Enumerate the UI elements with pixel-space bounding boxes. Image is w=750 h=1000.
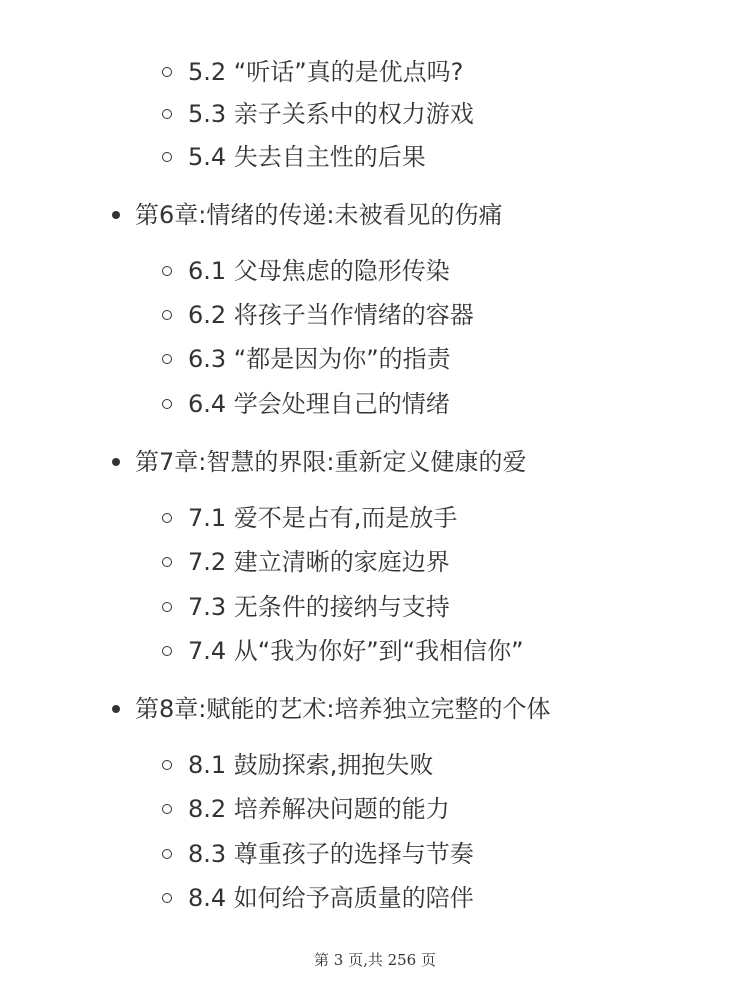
toc-chapter-7[interactable]: [0, 440, 750, 484]
toc-item-7-1[interactable]: [0, 496, 750, 540]
toc-item-label: 7.3 无条件的接纳与支持: [188, 593, 450, 621]
page-number-footer: 第 3 页,共 256 页: [313, 951, 436, 969]
toc-chapter-label: 第8章:赋能的艺术:培养独立完整的个体: [135, 695, 551, 723]
hollow-circle-bullet-icon: [162, 266, 172, 276]
toc-item-label: 8.1 鼓励探索,拥抱失败: [188, 751, 434, 779]
toc-item-label: 5.3 亲子关系中的权力游戏: [188, 100, 474, 128]
toc-item-label: 7.4 从“我为你好”到“我相信你”: [188, 637, 524, 665]
toc-item-label: 5.2 “听话”真的是优点吗?: [188, 58, 464, 86]
toc-item-5-3[interactable]: [0, 92, 750, 136]
hollow-circle-bullet-icon: [162, 804, 172, 814]
toc-item-7-2[interactable]: [0, 540, 750, 584]
hollow-circle-bullet-icon: [162, 513, 172, 523]
hollow-circle-bullet-icon: [162, 602, 172, 612]
toc-item-8-3[interactable]: [0, 832, 750, 876]
toc-item-label: 5.4 失去自主性的后果: [188, 143, 426, 171]
hollow-circle-bullet-icon: [162, 152, 172, 162]
toc-item-label: 6.3 “都是因为你”的指责: [188, 345, 451, 373]
hollow-circle-bullet-icon: [162, 557, 172, 567]
hollow-circle-bullet-icon: [162, 893, 172, 903]
hollow-circle-bullet-icon: [162, 760, 172, 770]
toc-item-label: 6.1 父母焦虑的隐形传染: [188, 257, 450, 285]
hollow-circle-bullet-icon: [162, 310, 172, 320]
toc-chapter-6[interactable]: [0, 193, 750, 237]
hollow-circle-bullet-icon: [162, 849, 172, 859]
toc-chapter-label: 第7章:智慧的界限:重新定义健康的爱: [135, 448, 527, 476]
toc-item-label: 8.3 尊重孩子的选择与节奏: [188, 840, 474, 868]
toc-item-label: 8.4 如何给予高质量的陪伴: [188, 884, 474, 912]
filled-bullet-icon: [112, 458, 120, 466]
filled-bullet-icon: [112, 705, 120, 713]
hollow-circle-bullet-icon: [162, 646, 172, 656]
toc-item-5-4[interactable]: [0, 135, 750, 179]
hollow-circle-bullet-icon: [162, 109, 172, 119]
hollow-circle-bullet-icon: [162, 67, 172, 77]
toc-item-label: 6.4 学会处理自己的情绪: [188, 390, 450, 418]
toc-item-8-4[interactable]: [0, 876, 750, 920]
toc-chapter-8[interactable]: [0, 687, 750, 731]
toc-item-8-1[interactable]: [0, 743, 750, 787]
toc-item-6-2[interactable]: [0, 293, 750, 337]
toc-item-label: 6.2 将孩子当作情绪的容器: [188, 301, 474, 329]
toc-item-6-3[interactable]: [0, 337, 750, 381]
toc-item-label: 8.2 培养解决问题的能力: [188, 795, 450, 823]
toc-item-label: 7.2 建立清晰的家庭边界: [188, 548, 450, 576]
toc-chapter-label: 第6章:情绪的传递:未被看见的伤痛: [135, 201, 503, 229]
toc-item-8-2[interactable]: [0, 787, 750, 831]
toc-item-7-4[interactable]: [0, 629, 750, 673]
toc-item-5-2[interactable]: [0, 50, 750, 94]
toc-item-6-1[interactable]: [0, 249, 750, 293]
hollow-circle-bullet-icon: [162, 399, 172, 409]
hollow-circle-bullet-icon: [162, 354, 172, 364]
toc-item-7-3[interactable]: [0, 585, 750, 629]
toc-item-label: 7.1 爱不是占有,而是放手: [188, 504, 458, 532]
toc-item-6-4[interactable]: [0, 382, 750, 426]
filled-bullet-icon: [112, 211, 120, 219]
